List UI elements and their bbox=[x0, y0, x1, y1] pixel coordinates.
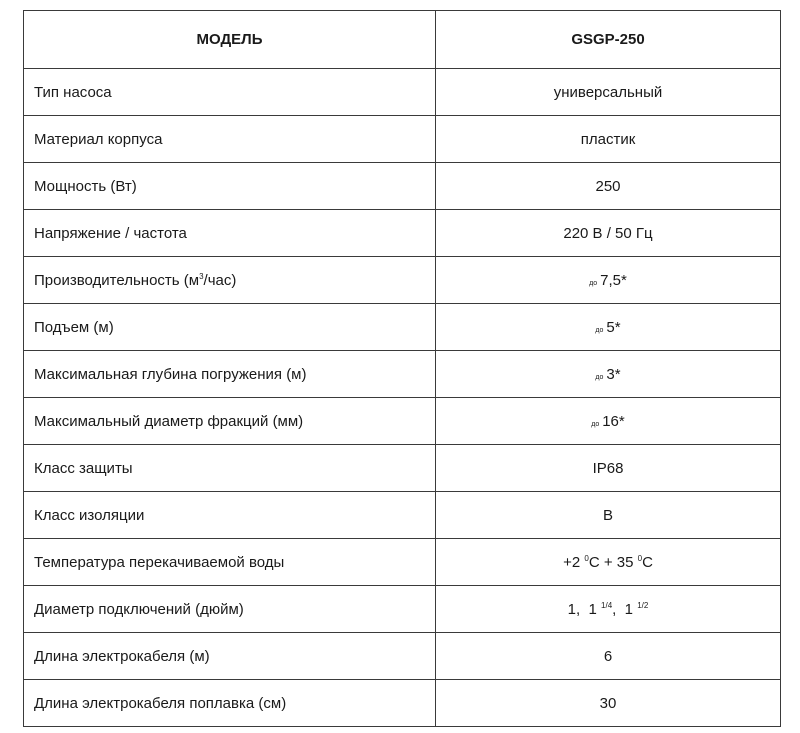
param-insulation-class: Класс изоляции bbox=[24, 492, 436, 539]
param-head: Подъем (м) bbox=[24, 304, 436, 351]
temp-min: +2 bbox=[563, 553, 581, 571]
diameter-part-1: 1, 1 bbox=[567, 600, 597, 618]
table-row bbox=[24, 351, 781, 398]
value-head-number: 5* bbox=[606, 318, 621, 336]
table-row bbox=[24, 398, 781, 445]
param-capacity-text: Производительность (м bbox=[34, 271, 200, 289]
table-row bbox=[24, 633, 781, 680]
table-row bbox=[24, 116, 781, 163]
table-row bbox=[24, 586, 781, 633]
value-water-temperature bbox=[436, 539, 781, 586]
table-row bbox=[24, 257, 781, 304]
table-row bbox=[24, 445, 781, 492]
param-voltage: Напряжение / частота bbox=[24, 210, 436, 257]
value-body-material: пластик bbox=[436, 116, 781, 163]
param-cable-length: Длина электрокабеля (м) bbox=[24, 633, 436, 680]
model-value: GSGP-250 bbox=[436, 11, 781, 69]
temp-min-unit: C + 35 bbox=[588, 553, 634, 571]
diameter-part-2: , 1 bbox=[612, 600, 634, 618]
value-head bbox=[436, 304, 781, 351]
value-insulation-class: B bbox=[436, 492, 781, 539]
value-head-prefix: до bbox=[595, 326, 604, 334]
table-row bbox=[24, 539, 781, 586]
table-row bbox=[24, 680, 781, 727]
value-max-depth-prefix: до bbox=[595, 373, 604, 381]
param-capacity-sup: 3 bbox=[199, 271, 204, 281]
diameter-fraction-1: 1/4 bbox=[601, 600, 613, 610]
model-label: МОДЕЛЬ bbox=[24, 11, 436, 69]
value-capacity bbox=[436, 257, 781, 304]
value-voltage: 220 В / 50 Гц bbox=[436, 210, 781, 257]
table-row bbox=[24, 163, 781, 210]
table-row bbox=[24, 210, 781, 257]
temp-min-degree: 0 bbox=[584, 553, 589, 563]
value-protection-class: IP68 bbox=[436, 445, 781, 492]
table-header-row bbox=[24, 11, 781, 69]
param-protection-class: Класс защиты bbox=[24, 445, 436, 492]
table-row bbox=[24, 492, 781, 539]
param-max-depth: Максимальная глубина погружения (м) bbox=[24, 351, 436, 398]
value-capacity-prefix: до bbox=[589, 279, 598, 287]
value-power: 250 bbox=[436, 163, 781, 210]
table-row bbox=[24, 304, 781, 351]
table-row bbox=[24, 69, 781, 116]
value-cable-length: 6 bbox=[436, 633, 781, 680]
value-max-depth-number: 3* bbox=[606, 365, 621, 383]
param-float-cable-length: Длина электрокабеля поплавка (см) bbox=[24, 680, 436, 727]
value-capacity-number: 7,5* bbox=[600, 271, 627, 289]
param-capacity-unit: /час) bbox=[203, 271, 237, 289]
value-float-cable-length: 30 bbox=[436, 680, 781, 727]
temp-max-degree: 0 bbox=[637, 553, 643, 563]
value-max-particle-number: 16* bbox=[602, 412, 625, 430]
param-water-temperature: Температура перекачиваемой воды bbox=[24, 539, 436, 586]
param-body-material: Материал корпуса bbox=[24, 116, 436, 163]
param-max-particle: Максимальный диаметр фракций (мм) bbox=[24, 398, 436, 445]
param-capacity bbox=[24, 257, 436, 304]
param-power: Мощность (Вт) bbox=[24, 163, 436, 210]
value-connection-diameter bbox=[436, 586, 781, 633]
value-pump-type: универсальный bbox=[436, 69, 781, 116]
specifications-table bbox=[23, 10, 781, 727]
value-max-particle-prefix: до bbox=[591, 420, 600, 428]
temp-max-unit: C bbox=[642, 553, 653, 571]
value-max-particle bbox=[436, 398, 781, 445]
param-pump-type: Тип насоса bbox=[24, 69, 436, 116]
param-connection-diameter: Диаметр подключений (дюйм) bbox=[24, 586, 436, 633]
diameter-fraction-2: 1/2 bbox=[637, 600, 649, 610]
value-max-depth bbox=[436, 351, 781, 398]
